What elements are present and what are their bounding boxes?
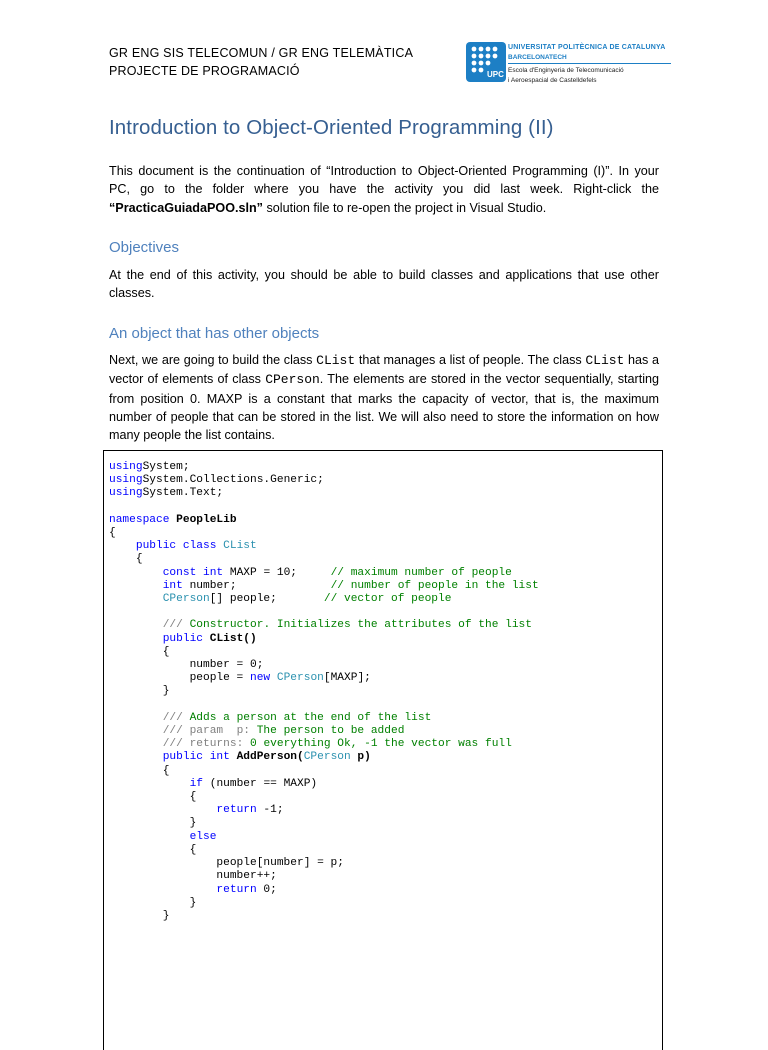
code-line (109, 540, 539, 553)
code-line (109, 897, 539, 910)
code-token: p) (350, 751, 371, 764)
code-token: return (216, 883, 257, 896)
code-token: System.Text; (142, 487, 224, 500)
code-line (109, 765, 539, 778)
code-token: using (109, 474, 143, 487)
code-token: CList (216, 540, 257, 553)
code-line (109, 804, 539, 817)
code-token (109, 712, 163, 724)
code-token: const int (162, 566, 224, 579)
document-title: Introduction to Object-Oriented Programming (II) (109, 116, 554, 139)
code-line (109, 817, 539, 830)
upc-logo (466, 40, 671, 84)
code-token (109, 725, 163, 737)
upc-logo-mark-icon (466, 42, 506, 82)
section-paragraph (109, 351, 659, 444)
code-line (109, 738, 539, 751)
code-token: /// returns: (162, 738, 244, 751)
logo-text (508, 43, 665, 85)
code-token: int (162, 579, 183, 592)
code-token: Adds a person at the end of the list (182, 711, 432, 724)
code-line (109, 633, 539, 646)
code-line (109, 725, 539, 738)
code-token (109, 633, 163, 645)
code-token: CPerson (270, 672, 324, 685)
code-token: new (250, 672, 271, 685)
code-token: namespace (109, 513, 170, 526)
code-token: return (216, 804, 257, 817)
objectives-heading: Objectives (109, 239, 180, 256)
code-line (109, 712, 539, 725)
code-block (109, 461, 539, 923)
code-token: (number == MAXP) (203, 777, 318, 790)
code-token: number; (182, 579, 331, 592)
objectives-paragraph: At the end of this activity, you should be able to build classes and applications that use other classes. (109, 268, 659, 301)
code-token: /// (162, 711, 183, 724)
intro-paragraph (109, 162, 659, 217)
code-token: { (109, 764, 170, 777)
code-token: System; (142, 461, 190, 473)
code-token: 0; (256, 883, 277, 896)
logo-barcelonatech: BARCELONATECH (508, 53, 567, 61)
code-token: } (109, 896, 197, 909)
code-listing (103, 450, 663, 1050)
code-token: AddPerson( (229, 751, 304, 764)
code-token: public (162, 632, 204, 645)
code-line (109, 593, 539, 606)
code-token: { (109, 553, 143, 566)
code-token: public int (162, 751, 230, 764)
code-token: System.Collections.Generic; (142, 474, 324, 487)
section-text-2: that manages a list of people. The class (355, 353, 586, 367)
code-token: Constructor. Initializes the attributes of the list (182, 619, 532, 632)
code-line (109, 474, 539, 487)
code-line (109, 672, 539, 685)
code-token: } (109, 909, 170, 922)
code-line (109, 501, 539, 514)
section-heading: An object that has other objects (109, 325, 320, 342)
code-line (109, 791, 539, 804)
code-token (109, 738, 163, 750)
logo-mark-text: UPC (487, 70, 504, 79)
code-token: CList() (203, 632, 257, 645)
code-token: people[number] = p; (109, 857, 344, 870)
code-token: { (109, 645, 170, 658)
code-token: // vector of people (323, 593, 452, 606)
header-degree: GR ENG SIS TELECOMUN / GR ENG TELEMÀTICA (109, 46, 414, 60)
code-line (109, 553, 539, 566)
code-line (109, 685, 539, 698)
inline-code-clist: CList (316, 353, 356, 368)
code-token: /// param p: (162, 725, 250, 738)
code-token (109, 580, 163, 592)
intro-text-2: solution file to re-open the project in Visual Studio. (262, 200, 547, 215)
code-token: using (109, 487, 143, 500)
code-token: public class (135, 540, 217, 553)
code-token: { (109, 843, 197, 856)
code-token: if (189, 777, 204, 790)
code-token (109, 619, 163, 631)
logo-divider (508, 63, 671, 64)
code-token: { (109, 527, 116, 540)
code-line (109, 487, 539, 500)
inline-code-clist-2: CList (585, 353, 625, 368)
code-token: [MAXP]; (323, 672, 371, 685)
code-line (109, 659, 539, 672)
intro-filename: “PracticaGuiadaPOO.sln” (109, 200, 263, 215)
code-token (109, 831, 190, 843)
code-line (109, 514, 539, 527)
document-header (109, 44, 413, 80)
code-token: The person to be added (250, 725, 405, 738)
code-line (109, 870, 539, 883)
code-token: CPerson (162, 593, 210, 606)
intro-text-1: This document is the continuation of “Introduction to Object-Oriented Programming (I)”. In your PC, go to the folder where you have the activity you did last week. Right-click the (109, 164, 659, 197)
logo-university: UNIVERSITAT POLITÈCNICA DE CATALUNYA (508, 44, 666, 51)
code-token (109, 567, 163, 579)
code-token: MAXP = 10; (223, 566, 331, 579)
code-token: } (109, 685, 170, 698)
code-token (109, 751, 163, 763)
code-token: // number of people in the list (330, 579, 539, 592)
section-text-4: . The elements are stored in the vector sequentially, starting from position 0. MAXP is a constant that marks the capacity of vector, that is, the maximum number of people that can be stored in the list. We will also need to store the information on how many people the list contains. (109, 372, 659, 443)
code-token: -1; (256, 804, 284, 817)
section-text-3: has a vector of elements of class (109, 353, 659, 387)
section-text-1: Next, we are going to build the class (109, 353, 317, 367)
code-line (109, 910, 539, 923)
code-line (109, 831, 539, 844)
code-token (109, 540, 136, 552)
code-token: /// (162, 619, 183, 632)
code-token (109, 778, 190, 790)
code-line (109, 580, 539, 593)
code-token: { (109, 791, 197, 804)
code-token (109, 804, 216, 816)
code-token (109, 884, 216, 896)
code-token: [] people; (209, 593, 324, 606)
code-line (109, 646, 539, 659)
inline-code-cperson: CPerson (265, 372, 320, 388)
logo-school-line2: i Aeroespacial de Castelldefels (508, 76, 597, 84)
code-token: PeopleLib (169, 513, 237, 526)
header-course: PROJECTE DE PROGRAMACIÓ (109, 64, 300, 78)
code-line (109, 844, 539, 857)
code-token: number++; (109, 870, 277, 883)
code-token: CPerson (303, 751, 351, 764)
code-line (109, 606, 539, 619)
code-token: // maximum number of people (330, 566, 512, 579)
code-line (109, 857, 539, 870)
code-line (109, 778, 539, 791)
code-token: else (189, 830, 217, 843)
code-line (109, 567, 539, 580)
code-line (109, 619, 539, 632)
code-token: 0 everything Ok, -1 the vector was full (243, 738, 512, 751)
code-line (109, 884, 539, 897)
code-line (109, 461, 539, 474)
code-token: number = 0; (109, 659, 264, 672)
code-token: people = (109, 672, 250, 685)
code-line (109, 751, 539, 764)
code-token: using (109, 461, 143, 473)
code-line (109, 527, 539, 540)
code-line (109, 699, 539, 712)
code-token: } (109, 817, 197, 830)
logo-school-line1: Escola d'Enginyeria de Telecomunicació (508, 67, 624, 74)
code-token (109, 593, 163, 605)
